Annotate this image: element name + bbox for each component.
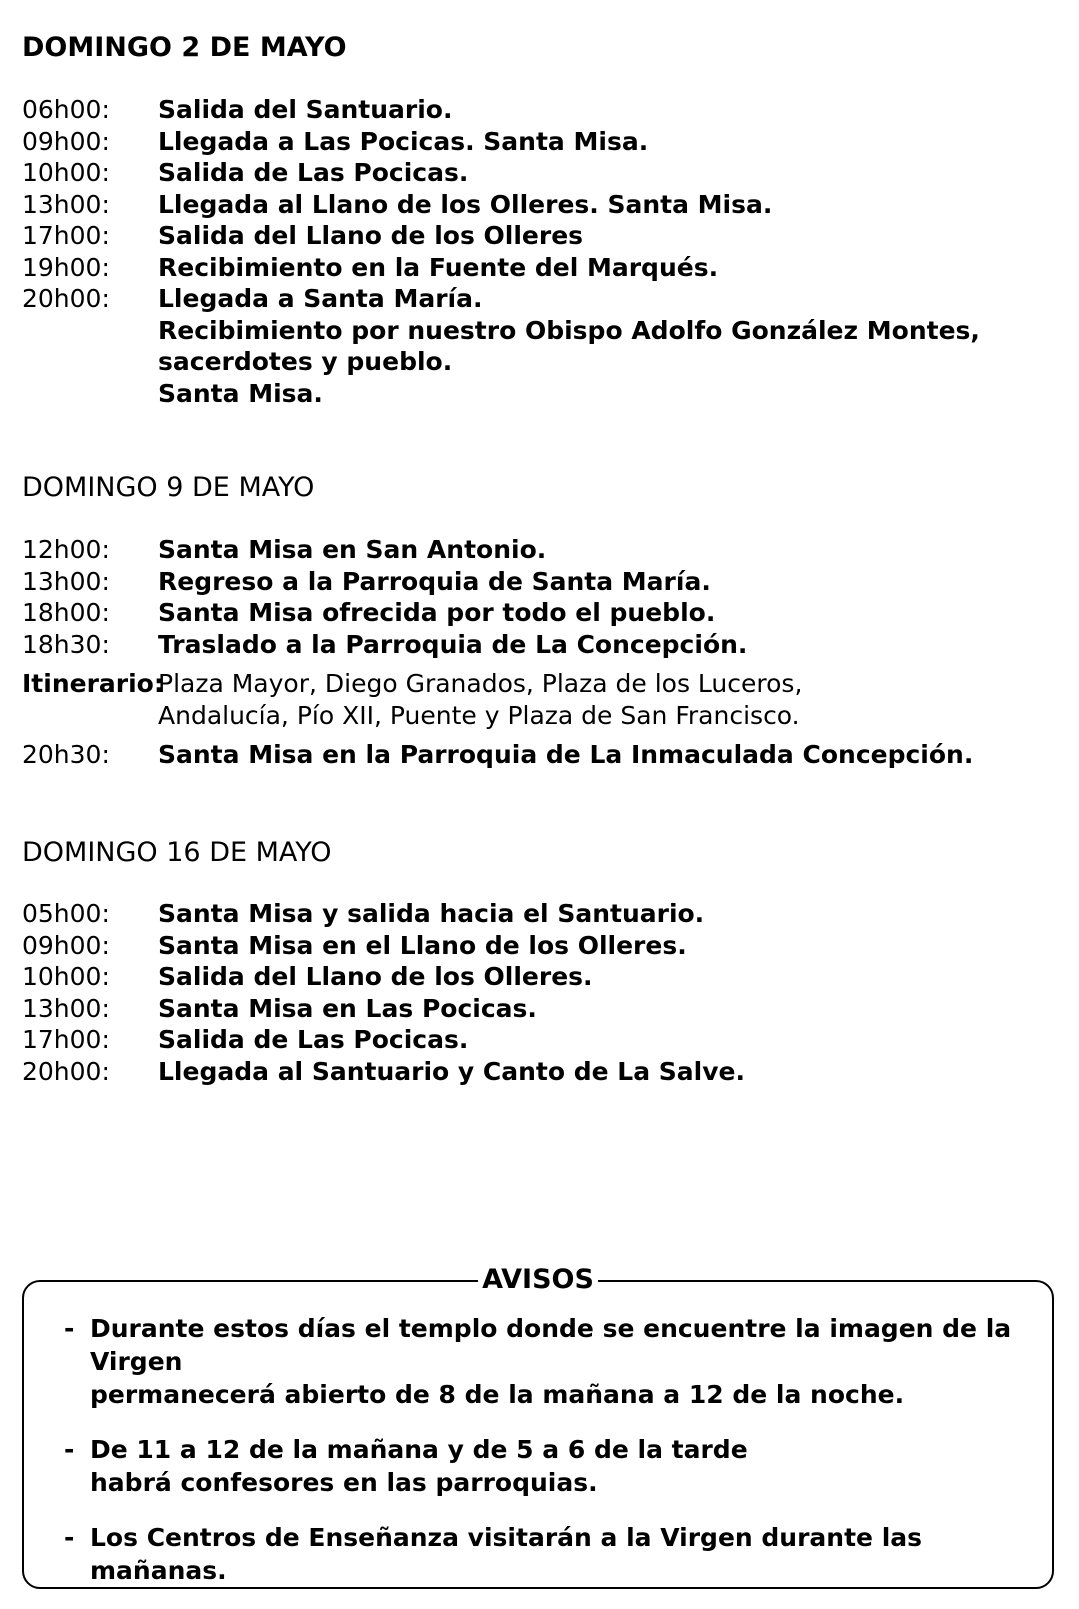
schedule-row [22,534,1062,566]
row-desc: Santa Misa en Las Pocicas. [158,993,537,1023]
schedule-row [22,566,1062,598]
schedule-row [22,283,1062,409]
dash-bullet: - [64,1314,75,1343]
schedule-row [22,252,1062,284]
row-desc-line: Llegada a Santa María. [158,284,483,313]
schedule-may-9 [22,534,1062,771]
aviso-line: De 11 a 12 de la mañana y de 5 a 6 de la tarde [90,1435,748,1464]
day-heading-may-16: DOMINGO 16 DE MAYO [22,837,332,868]
row-desc: Santa Misa y salida hacia el Santuario. [158,899,705,928]
schedule-may-16 [22,898,1062,1087]
row-time: 20h00: [22,284,110,313]
avisos-box [22,1264,1054,1589]
row-time: 19h00: [22,252,110,282]
schedule-row [22,993,1062,1025]
aviso-line: habrá confesores en las parroquias. [90,1468,598,1497]
row-desc: Llegada al Llano de los Olleres. Santa Misa. [158,189,773,219]
row-time: 18h30: [22,629,110,659]
row-time: 06h00: [22,95,110,124]
row-desc: Salida de Las Pocicas. [158,1025,469,1054]
avisos-title-text: AVISOS [478,1264,598,1295]
dash-bullet: - [64,1435,75,1464]
schedule-row [22,930,1062,962]
itinerary-desc [158,668,1062,731]
aviso-line: Los Centros de Enseñanza visitarán a la Virgen durante las mañanas. [90,1523,923,1585]
row-desc: Traslado a la Parroquia de La Concepción. [158,629,748,659]
row-time: 17h00: [22,1025,110,1054]
aviso-text [90,1433,1024,1499]
aviso-line: Durante estos días el templo donde se encuentre la imagen de la Virgen [90,1314,1012,1376]
row-desc-line: Santa Misa. [158,378,323,408]
schedule-row [22,157,1062,189]
row-desc-multi [158,283,1062,409]
schedule-row [22,961,1062,993]
row-time: 17h00: [22,221,110,250]
row-desc: Llegada al Santuario y Canto de La Salve. [158,1056,745,1086]
row-desc: Salida del Llano de los Olleres [158,221,584,250]
schedule-row [22,629,1062,661]
aviso-text [90,1521,1024,1587]
row-time: 10h00: [22,158,110,187]
schedule-row [22,220,1062,252]
day-heading-may-9: DOMINGO 9 DE MAYO [22,472,315,503]
row-desc: Salida del Llano de los Olleres. [158,962,593,991]
schedule-row [22,189,1062,221]
row-time: 18h00: [22,598,110,627]
day-heading-may-2: DOMINGO 2 DE MAYO [22,32,347,63]
row-time: 12h00: [22,535,110,564]
row-time: 13h00: [22,993,110,1023]
row-time: 20h00: [22,1056,110,1086]
aviso-item [64,1521,1024,1587]
row-desc: Salida del Santuario. [158,95,453,124]
avisos-list [64,1312,1024,1609]
avisos-title [24,1264,1052,1296]
aviso-item [64,1312,1024,1411]
row-time: 20h30: [22,740,110,769]
schedule-row [22,1024,1062,1056]
aviso-line: permanecerá abierto de 8 de la mañana a 12 de la noche. [90,1380,905,1409]
row-desc: Regreso a la Parroquia de Santa María. [158,566,711,596]
schedule-row [22,126,1062,158]
dash-bullet: - [64,1523,75,1552]
row-desc: Santa Misa ofrecida por todo el pueblo. [158,598,716,627]
schedule-row [22,597,1062,629]
row-time: 05h00: [22,899,110,928]
itinerary-line: Andalucía, Pío XII, Puente y Plaza de San Francisco. [158,700,800,730]
schedule-row [22,1056,1062,1088]
row-desc: Santa Misa en la Parroquia de La Inmaculada Concepción. [158,740,974,769]
row-desc: Salida de Las Pocicas. [158,158,469,187]
row-time: 09h00: [22,126,110,156]
row-desc: Recibimiento en la Fuente del Marqués. [158,252,719,282]
itinerary-line: Plaza Mayor, Diego Granados, Plaza de los Luceros, [158,669,803,698]
row-desc: Santa Misa en San Antonio. [158,535,547,564]
schedule-row [22,898,1062,930]
row-desc: Santa Misa en el Llano de los Olleres. [158,930,687,960]
schedule-row [22,739,1062,771]
itinerary-label: Itinerario: [22,669,164,698]
schedule-may-2 [22,94,1062,409]
schedule-row [22,94,1062,126]
row-time: 13h00: [22,566,110,596]
aviso-text [90,1312,1024,1411]
row-time: 13h00: [22,189,110,219]
itinerary-row [22,668,1062,731]
row-desc-line: Recibimiento por nuestro Obispo Adolfo González Montes, sacerdotes y pueblo. [158,315,980,376]
aviso-item [64,1433,1024,1499]
row-desc: Llegada a Las Pocicas. Santa Misa. [158,126,649,156]
row-time: 10h00: [22,962,110,991]
row-time: 09h00: [22,930,110,960]
